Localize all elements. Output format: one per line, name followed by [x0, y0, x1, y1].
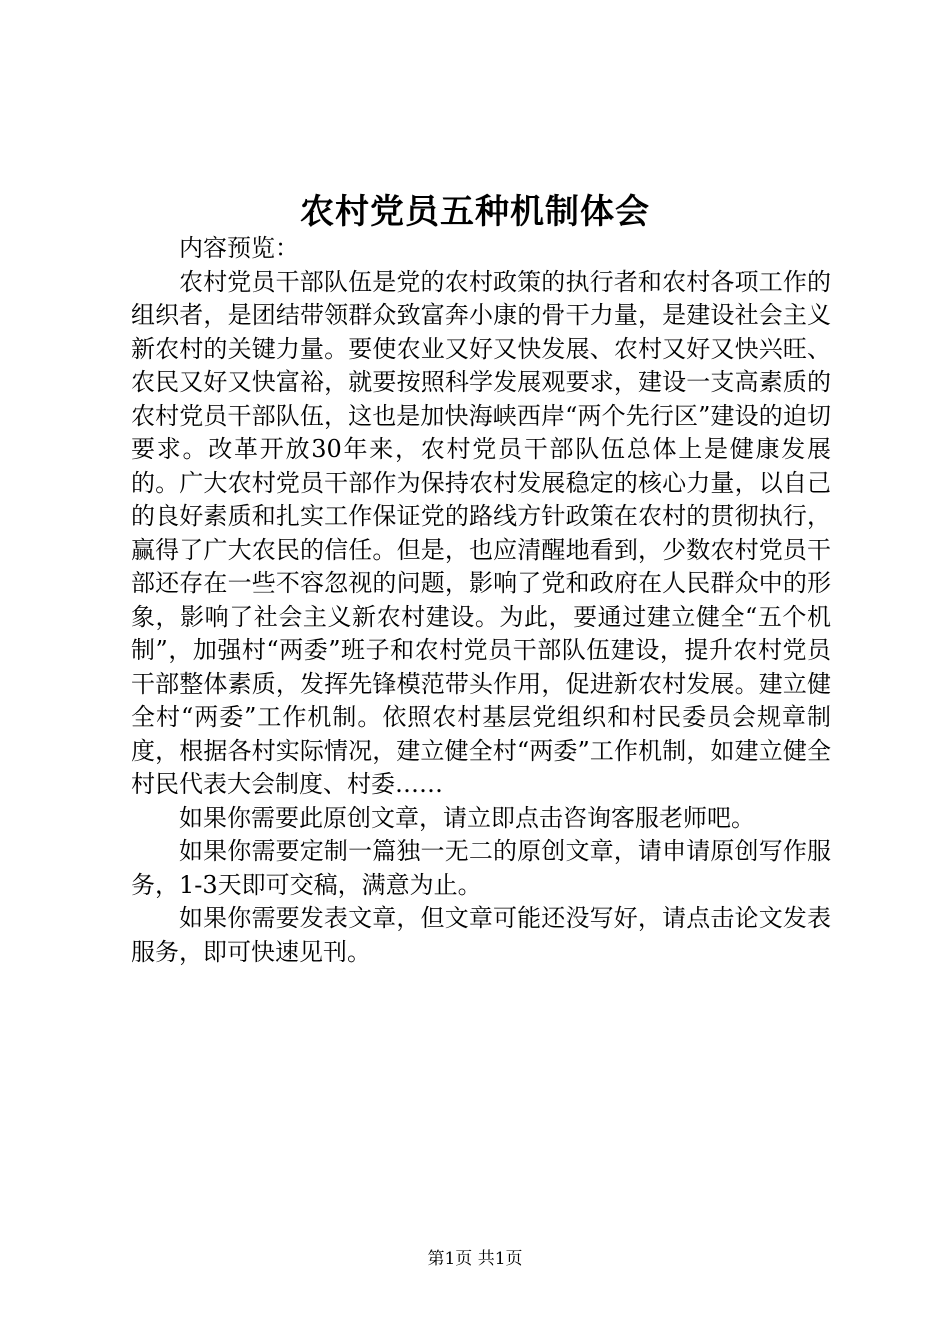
body-paragraph: 农村党员干部队伍是党的农村政策的执行者和农村各项工作的组织者，是团结带领群众致富奔小康的骨干力量，是建设社会主义新农村的关键力量。要使农业又好又快发展、农村又好又快兴旺、农民又好又快富裕，就要按照科学发展观要求，建设一支高素质的农村党员干部队伍，这也是加快海峡西岸“两个先行区”建设的迫切要求。改革开放30年来，农村党员干部队伍总体上是健康发展的。广大农村党员干部作为保持农村发展稳定的核心力量，以自己的良好素质和扎实工作保证党的路线方针政策在农村的贯彻执行，赢得了广大农民的信任。但是，也应清醒地看到，少数农村党员干部还存在一些不容忽视的问题，影响了党和政府在人民群众中的形象，影响了社会主义新农村建设。为此，要通过建立健全“五个机制”，加强村“两委”班子和农村党员干部队伍建设，提升农村党员干部整体素质，发挥先锋模范带头作用，促进新农村发展。建立健全村“两委”工作机制。依照农村基层党组织和村民委员会规章制度，根据各村实际情况，建立健全村“两委”工作机制，如建立健全村民代表大会制度、村委…… [131, 267, 831, 798]
preview-label: 内容预览： [179, 234, 299, 262]
notice-custom-writing: 如果你需要定制一篇独一无二的原创文章，请申请原创写作服务，1-3天即可交稿，满意为止。 [131, 837, 831, 899]
notice-consult: 如果你需要此原创文章，请立即点击咨询客服老师吧。 [179, 803, 755, 832]
page-indicator: 第1页 共1页 [427, 1249, 523, 1269]
notice-publication: 如果你需要发表文章，但文章可能还没写好，请点击论文发表服务，即可快速见刊。 [131, 904, 831, 966]
document-title: 农村党员五种机制体会 [300, 192, 650, 232]
document-body [131, 232, 831, 969]
